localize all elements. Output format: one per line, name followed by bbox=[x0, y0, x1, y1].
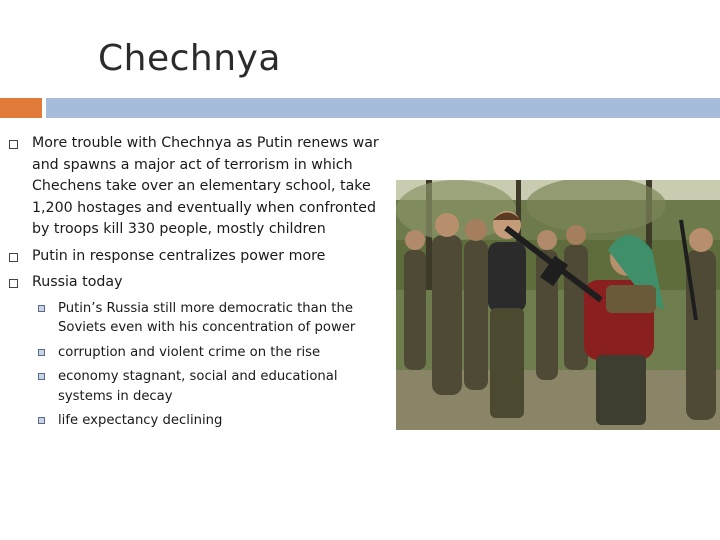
small-square-bullet-icon bbox=[38, 373, 45, 380]
slide-title: Chechnya bbox=[98, 38, 281, 79]
sub-bullet-text: Putin’s Russia still more democratic than the Soviets even with his concentration of power bbox=[58, 300, 356, 335]
soldiers-photo bbox=[396, 180, 720, 430]
photo-illustration bbox=[396, 180, 720, 430]
small-square-bullet-icon bbox=[38, 417, 45, 424]
sub-bullet-text: corruption and violent crime on the rise bbox=[58, 344, 321, 360]
sub-bullet-item bbox=[0, 411, 392, 431]
bullet-text: Russia today bbox=[32, 274, 123, 290]
bullet-text: Putin in response centralizes power more bbox=[32, 247, 326, 264]
sub-bullet-item bbox=[0, 367, 392, 406]
accent-bar-blue bbox=[46, 98, 720, 118]
sub-bullet-text: economy stagnant, social and educational systems in decay bbox=[58, 369, 338, 404]
square-bullet-icon bbox=[9, 140, 18, 149]
small-square-bullet-icon bbox=[38, 349, 45, 356]
bullet-item bbox=[0, 133, 392, 241]
square-bullet-icon bbox=[9, 253, 18, 262]
sub-bullet-item bbox=[0, 343, 392, 363]
bullet-item bbox=[0, 246, 392, 268]
bullet-list bbox=[0, 133, 392, 436]
accent-bar-orange bbox=[0, 98, 42, 118]
sub-bullet-list bbox=[0, 299, 392, 431]
sub-bullet-text: life expectancy declining bbox=[58, 413, 223, 428]
small-square-bullet-icon bbox=[38, 305, 45, 312]
square-bullet-icon bbox=[9, 279, 18, 288]
bullet-item bbox=[0, 272, 392, 294]
sub-bullet-item bbox=[0, 299, 392, 338]
bullet-text: More trouble with Chechnya as Putin renews war and spawns a major act of terrorism in which Chechens take over an elementary school, take 1,200 hostages and eventually when confronted by troops kill 330 people, mostly children bbox=[32, 135, 379, 237]
